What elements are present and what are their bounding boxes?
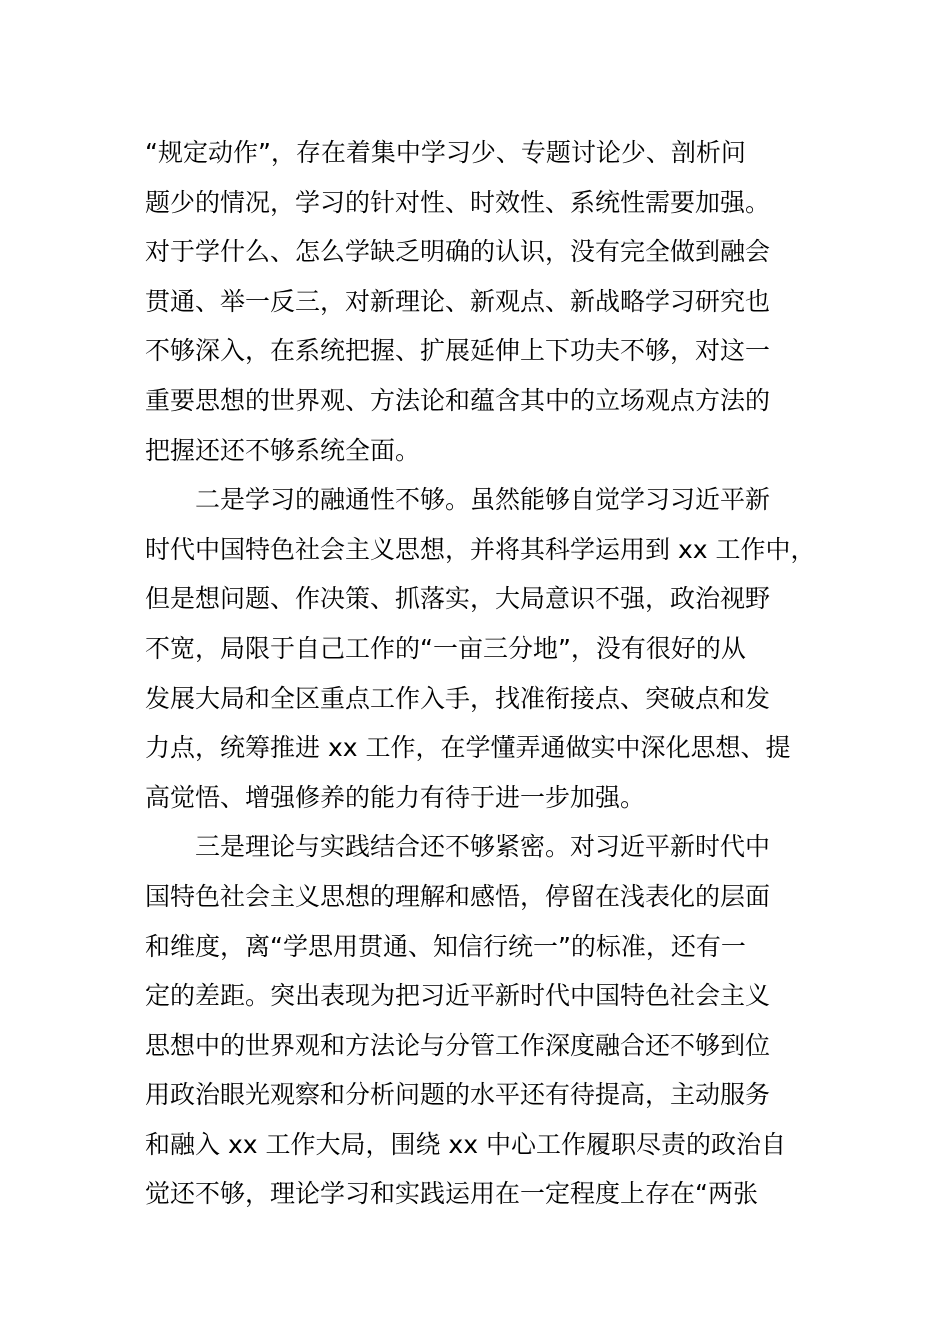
text-line: 国特色社会主义思想的理解和感悟，停留在浅表化的层面 [145,881,771,911]
text-line: 用政治眼光观察和分析问题的水平还有待提高，主动服务 [145,1080,771,1110]
text-line: 和融入 xx 工作大局，围绕 xx 中心工作履职尽责的政治自 [145,1129,786,1159]
text-line: 觉还不够，理论学习和实践运用在一定程度上存在“两张 [145,1179,758,1209]
text-line: 力点，统筹推进 xx 工作，在学懂弄通做实中深化思想、提 [145,733,791,763]
text-line: 把握还还不够系统全面。 [145,435,421,465]
text-line: 不宽，局限于自己工作的“一亩三分地”，没有很好的从 [145,633,746,663]
body-text [145,128,815,1219]
text-line: 定的差距。突出表现为把习近平新时代中国特色社会主义 [145,981,771,1011]
text-line: 和维度，离“学思用贯通、知信行统一”的标准，还有一 [145,931,746,961]
text-line: 时代中国特色社会主义思想，并将其科学运用到 xx 工作中， [145,534,816,564]
text-line: “规定动作”，存在着集中学习少、专题讨论少、剖析问 [145,138,746,167]
text-line: 贯通、举一反三，对新理论、新观点、新战略学习研究也 [145,286,771,316]
text-line: 不够深入，在系统把握、扩展延伸上下功夫不够，对这一 [145,336,771,366]
text-line: 思想中的世界观和方法论与分管工作深度融合还不够到位 [145,1030,771,1060]
text-line: 高觉悟、增强修养的能力有待于进一步加强。 [145,782,646,812]
text-line: 重要思想的世界观、方法论和蕴含其中的立场观点方法的 [145,385,771,415]
text-line: 对于学什么、怎么学缺乏明确的认识，没有完全做到融会 [145,237,771,267]
text-line: 但是想问题、作决策、抓落实，大局意识不强，政治视野 [145,584,771,614]
text-line: 发展大局和全区重点工作入手，找准衔接点、突破点和发 [145,683,771,713]
paragraph-first-line: 二是学习的融通性不够。虽然能够自觉学习习近平新 [195,485,771,515]
paragraph-first-line: 三是理论与实践结合还不够紧密。对习近平新时代中 [195,832,771,862]
text-line: 题少的情况，学习的针对性、时效性、系统性需要加强。 [145,187,771,217]
